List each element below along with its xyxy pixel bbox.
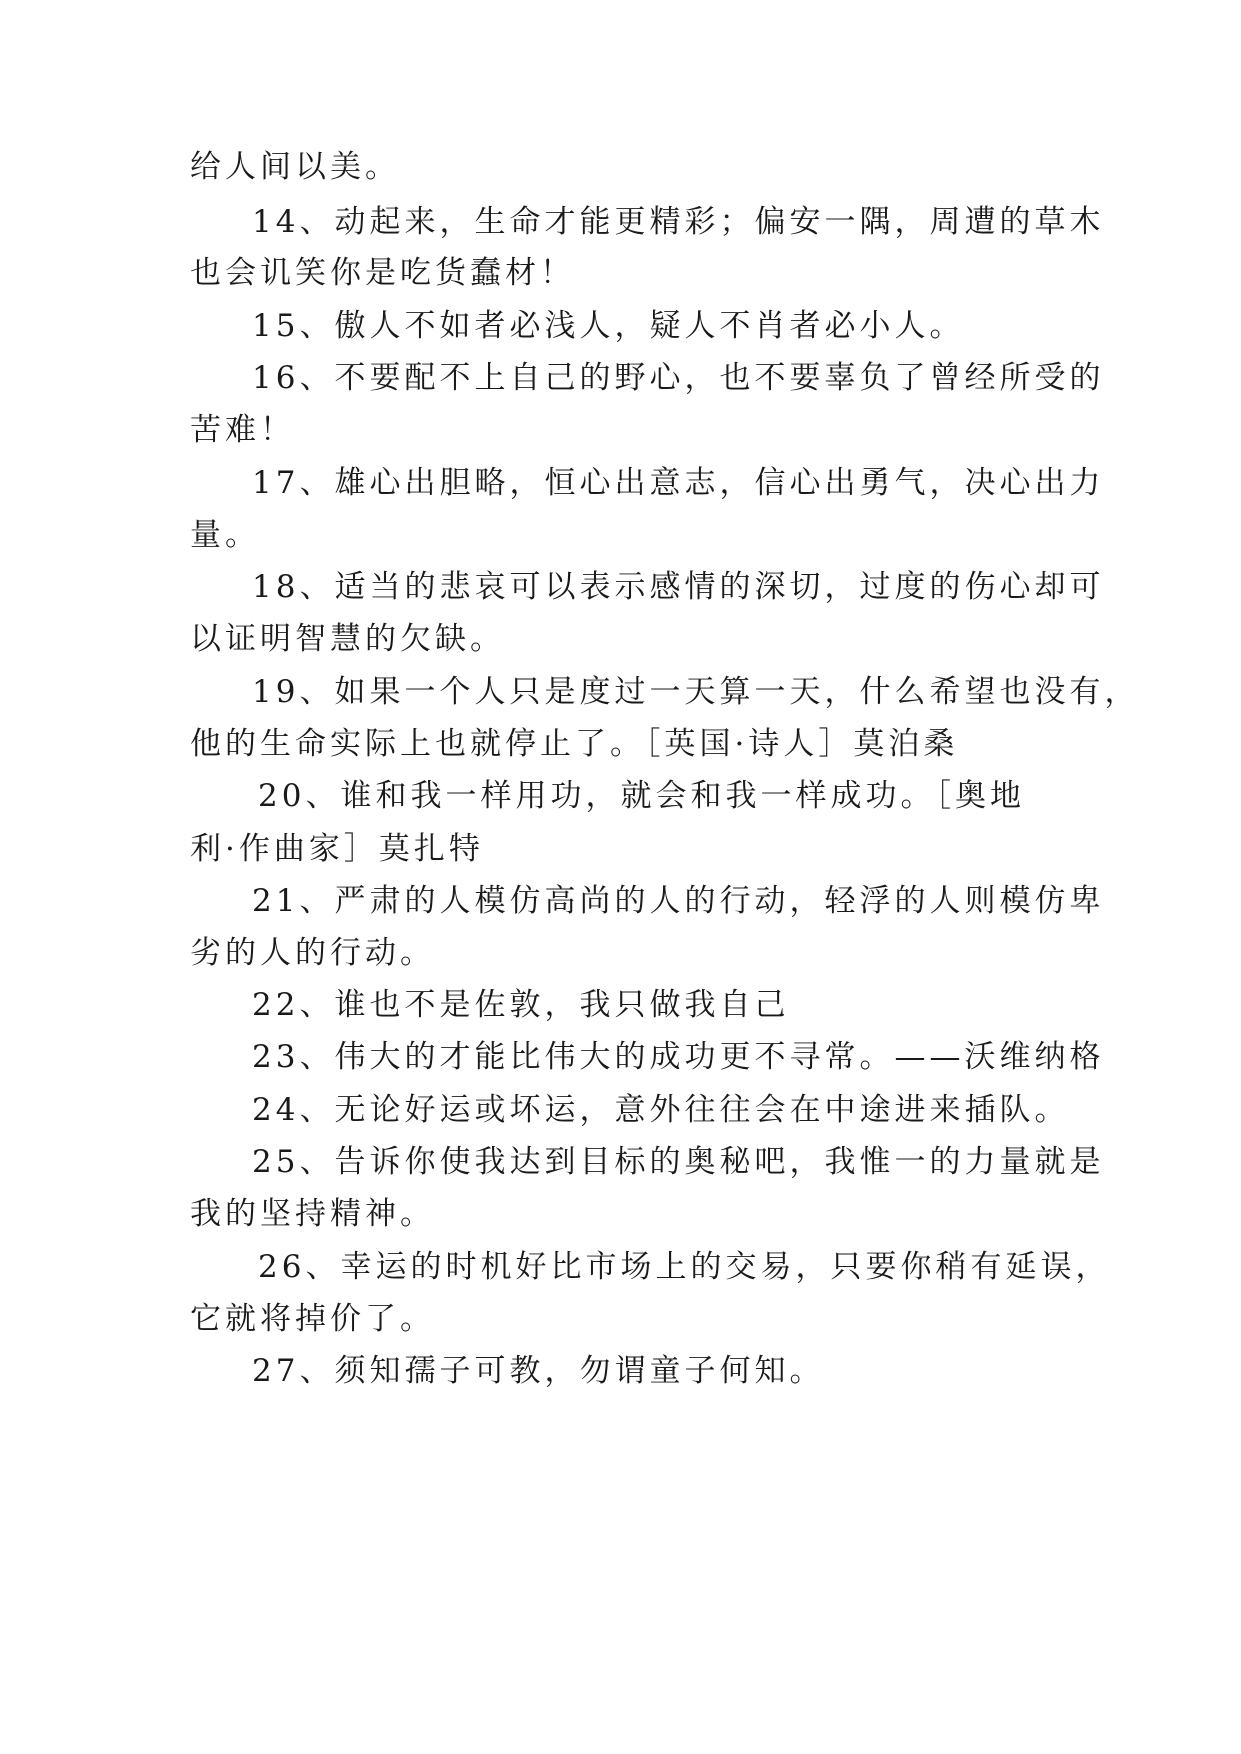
text-line: 22、谁也不是佐敦，我只做我自己	[252, 987, 790, 1023]
text-line: 也会讥笑你是吃货蠢材！	[190, 255, 575, 291]
text-line: 15、傲人不如者必浅人，疑人不肖者必小人。	[252, 308, 965, 344]
text-line: 27、须知孺子可教，勿谓童子何知。	[252, 1353, 825, 1389]
text-line: 16、不要配不上自己的野心，也不要辜负了曾经所受的	[252, 360, 1105, 396]
text-line: 17、雄心出胆略，恒心出意志，信心出勇气，决心出力	[252, 465, 1105, 501]
text-line: 20、谁和我一样用功，就会和我一样成功。［奥地	[258, 778, 1025, 814]
text-line: 14、动起来，生命才能更精彩；偏安一隅，周遭的草木	[252, 204, 1105, 240]
text-line: 我的坚持精神。	[190, 1196, 435, 1232]
text-line: 26、幸运的时机好比市场上的交易，只要你稍有延误，	[258, 1249, 1111, 1285]
text-line: 25、告诉你使我达到目标的奥秘吧，我惟一的力量就是	[252, 1144, 1105, 1180]
text-line: 23、伟大的才能比伟大的成功更不寻常。——沃维纳格	[252, 1039, 1105, 1075]
text-line: 苦难！	[190, 412, 295, 448]
text-line: 劣的人的行动。	[190, 935, 435, 971]
text-line: 它就将掉价了。	[190, 1301, 435, 1337]
text-line: 利·作曲家］莫扎特	[190, 831, 484, 867]
text-line: 24、无论好运或坏运，意外往往会在中途进来插队。	[252, 1092, 1070, 1128]
text-line: 给人间以美。	[190, 149, 400, 185]
text-line: 18、适当的悲哀可以表示感情的深切，过度的伤心却可	[252, 569, 1105, 605]
text-line: 他的生命实际上也就停止了。［英国·诗人］莫泊桑	[190, 726, 959, 762]
text-line: 19、如果一个人只是度过一天算一天，什么希望也没有，	[252, 674, 1140, 710]
text-line: 量。	[190, 517, 260, 553]
text-line: 21、严肃的人模仿高尚的人的行动，轻浮的人则模仿卑	[252, 883, 1105, 919]
text-line: 以证明智慧的欠缺。	[190, 621, 505, 657]
